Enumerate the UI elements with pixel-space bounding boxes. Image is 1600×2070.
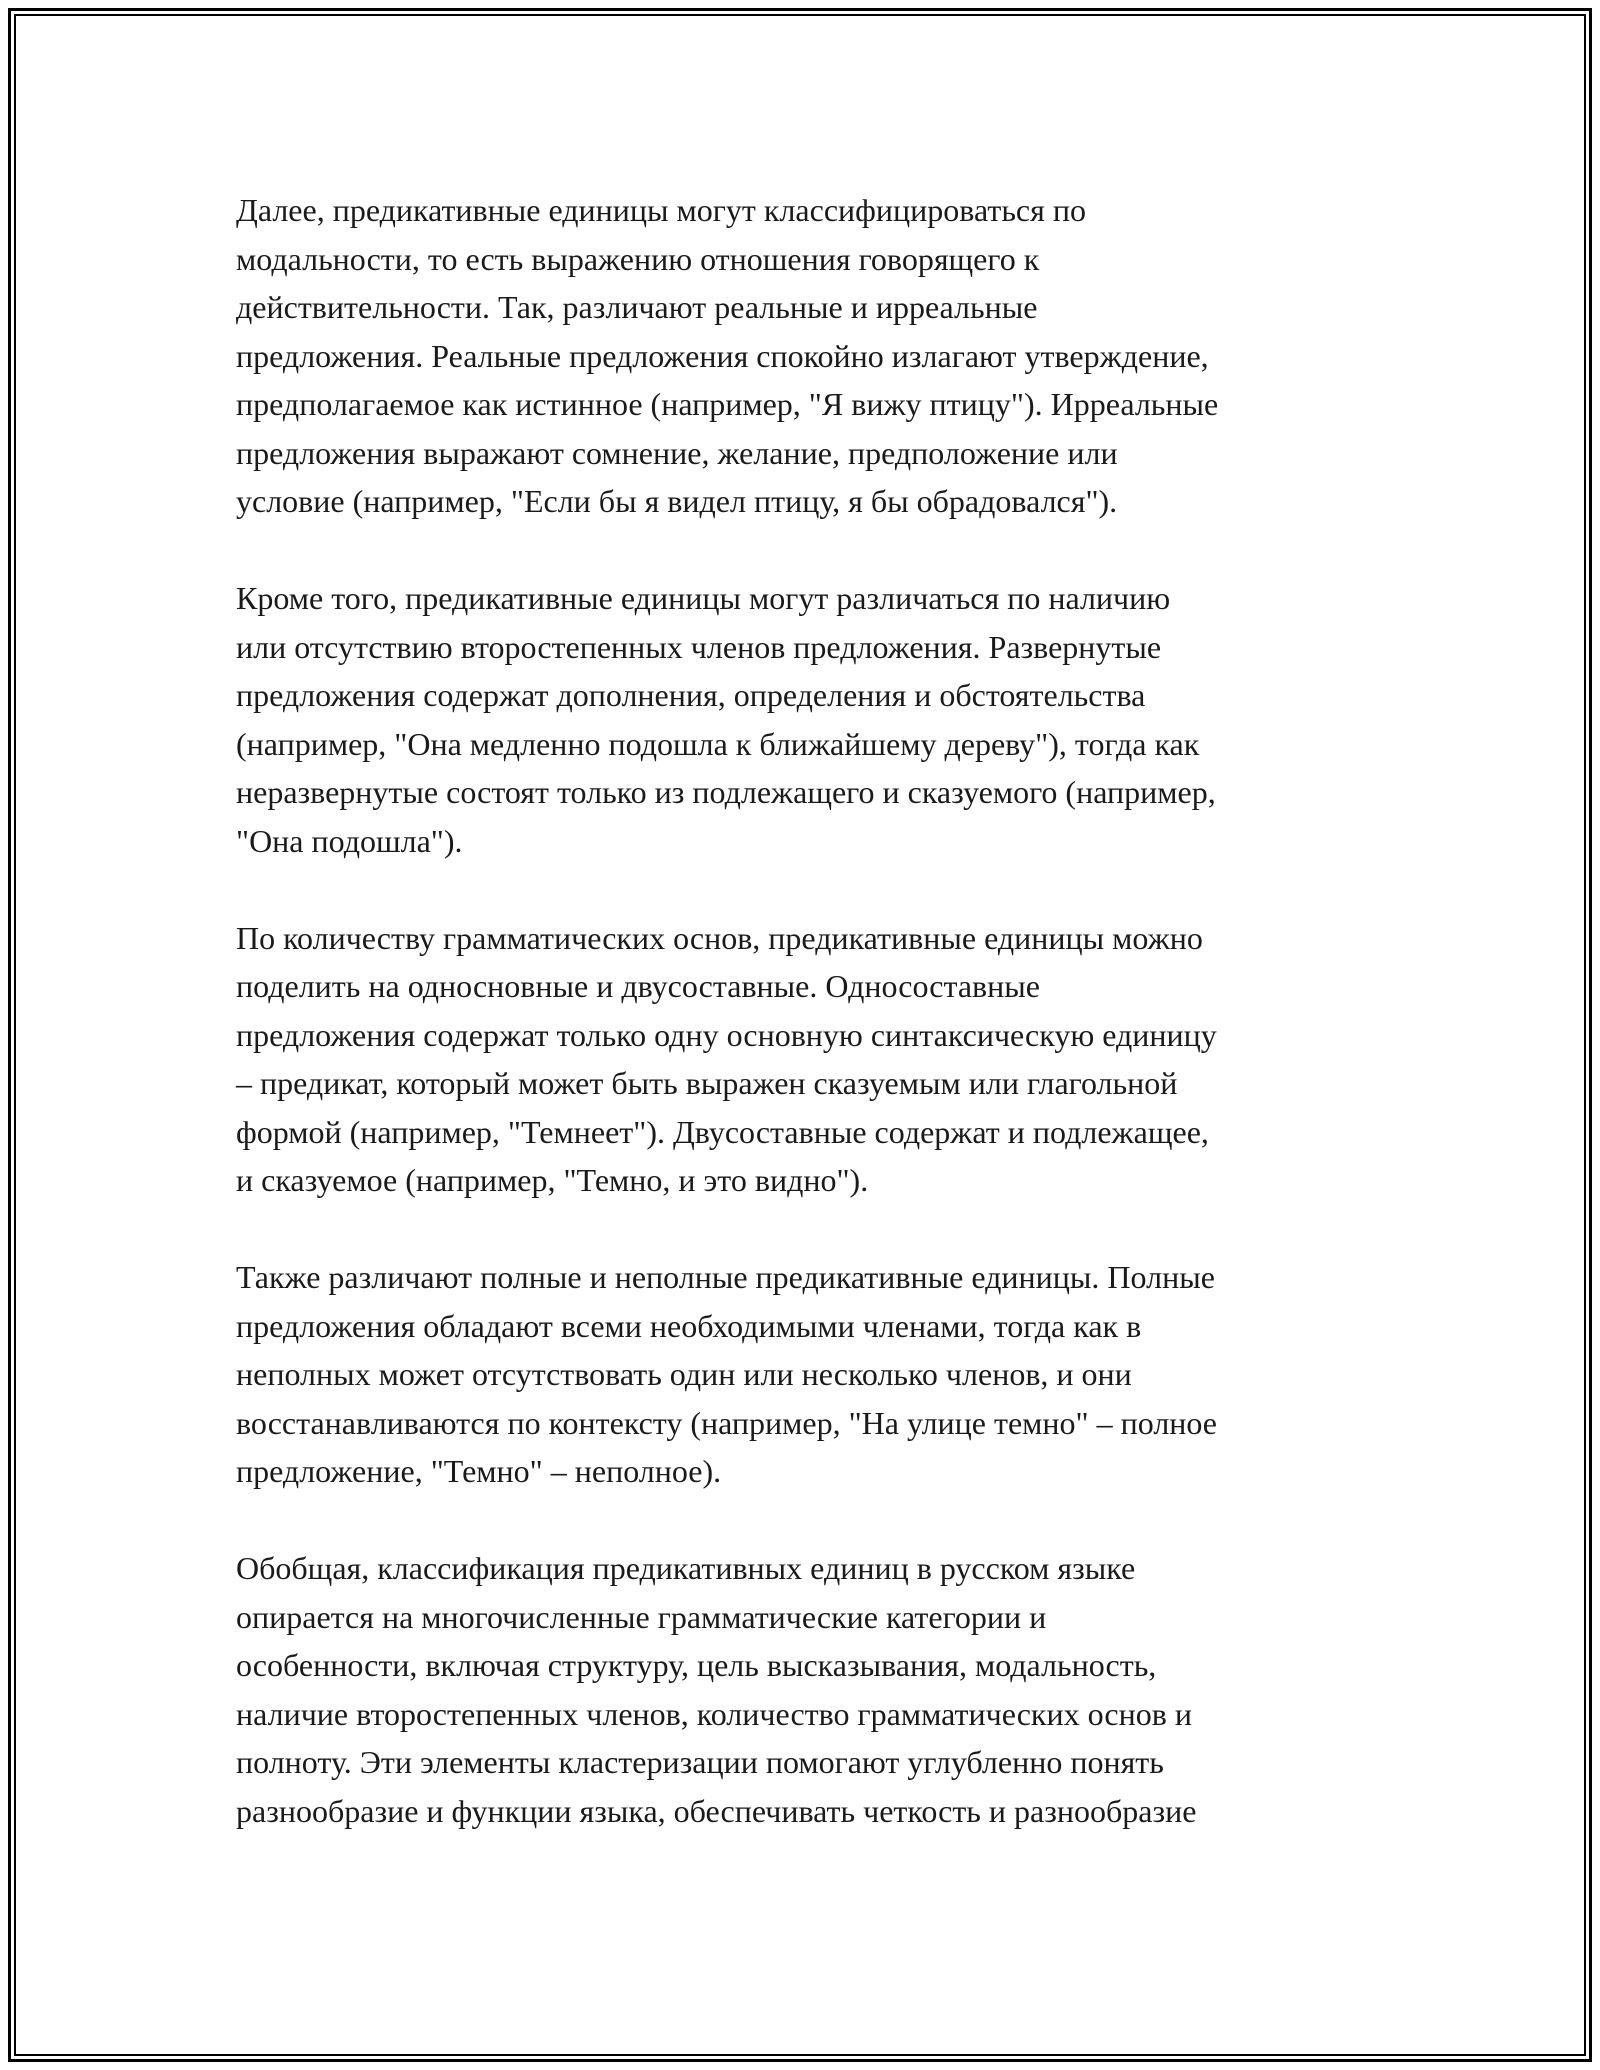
paragraph-modality [236,186,1386,526]
text-line: или отсутствию второстепенных членов предложения. Развернутые [236,628,1162,665]
text-line: восстанавливаются по контексту (например, "На улице темно" – полное [236,1404,1217,1441]
text-line: Также различают полные и неполные предикативные единицы. Полные [236,1259,1215,1295]
text-line: и сказуемое (например, "Темно, и это видно"). [236,1162,869,1198]
text-line: наличие второстепенных членов, количество грамматических основ и [236,1695,1192,1732]
text-line: "Она подошла"). [236,822,463,859]
text-line: предложение, "Темно" – неполное). [236,1453,722,1489]
text-line: неразвернутые состоят только из подлежащего и сказуемого (например, [236,774,1216,810]
text-line: формой (например, "Темнеет"). Двусоставные содержат и подлежащее, [236,1113,1209,1150]
text-line: особенности, включая структуру, цель высказывания, модальность, [236,1647,1157,1683]
text-line: поделить на односновные и двусоставные. Односоставные [236,968,1040,1004]
document-body [236,186,1386,1884]
text-line: модальности, то есть выражению отношения говорящего к [236,240,1040,277]
text-line: (например, "Она медленно подошла к ближайшему дереву"), тогда как [236,725,1200,762]
paragraph-grammatical-bases [236,914,1386,1205]
text-line: условие (например, "Если бы я видел птицу, я бы обрадовался"). [236,483,1118,519]
text-line: – предикат, который может быть выражен сказуемым или глагольной [236,1065,1178,1101]
text-line: разнообразие и функции языка, обеспечивать четкость и разнообразие [236,1792,1197,1829]
text-line: полноту. Эти элементы кластеризации помогают углубленно понять [236,1744,1164,1780]
text-line: действительности. Так, различают реальные и ирреальные [236,289,1038,325]
text-line: предложения выражают сомнение, желание, предположение или [236,434,1118,471]
text-line: предложения обладают всеми необходимыми членами, тогда как в [236,1307,1142,1344]
text-line: неполных может отсутствовать один или несколько членов, и они [236,1356,1132,1392]
paragraph-summary [236,1544,1386,1835]
text-line: По количеству грамматических основ, предикативные единицы можно [236,919,1203,956]
paragraph-completeness [236,1253,1386,1496]
text-line: предложения. Реальные предложения спокойно излагают утверждение, [236,337,1209,374]
text-line: предложения содержат дополнения, определения и обстоятельства [236,677,1146,713]
paragraph-secondary-members [236,574,1386,865]
text-line: Кроме того, предикативные единицы могут различаться по наличию [236,580,1171,616]
text-line: предполагаемое как истинное (например, "Я вижу птицу"). Ирреальные [236,386,1219,422]
text-line: предложения содержат только одну основную синтаксическую единицу [236,1016,1217,1053]
text-line: Обобщая, классификация предикативных единиц в русском языке [236,1550,1136,1586]
text-line: опирается на многочисленные грамматические категории и [236,1598,1047,1635]
text-line: Далее, предикативные единицы могут классифицироваться по [236,192,1086,228]
